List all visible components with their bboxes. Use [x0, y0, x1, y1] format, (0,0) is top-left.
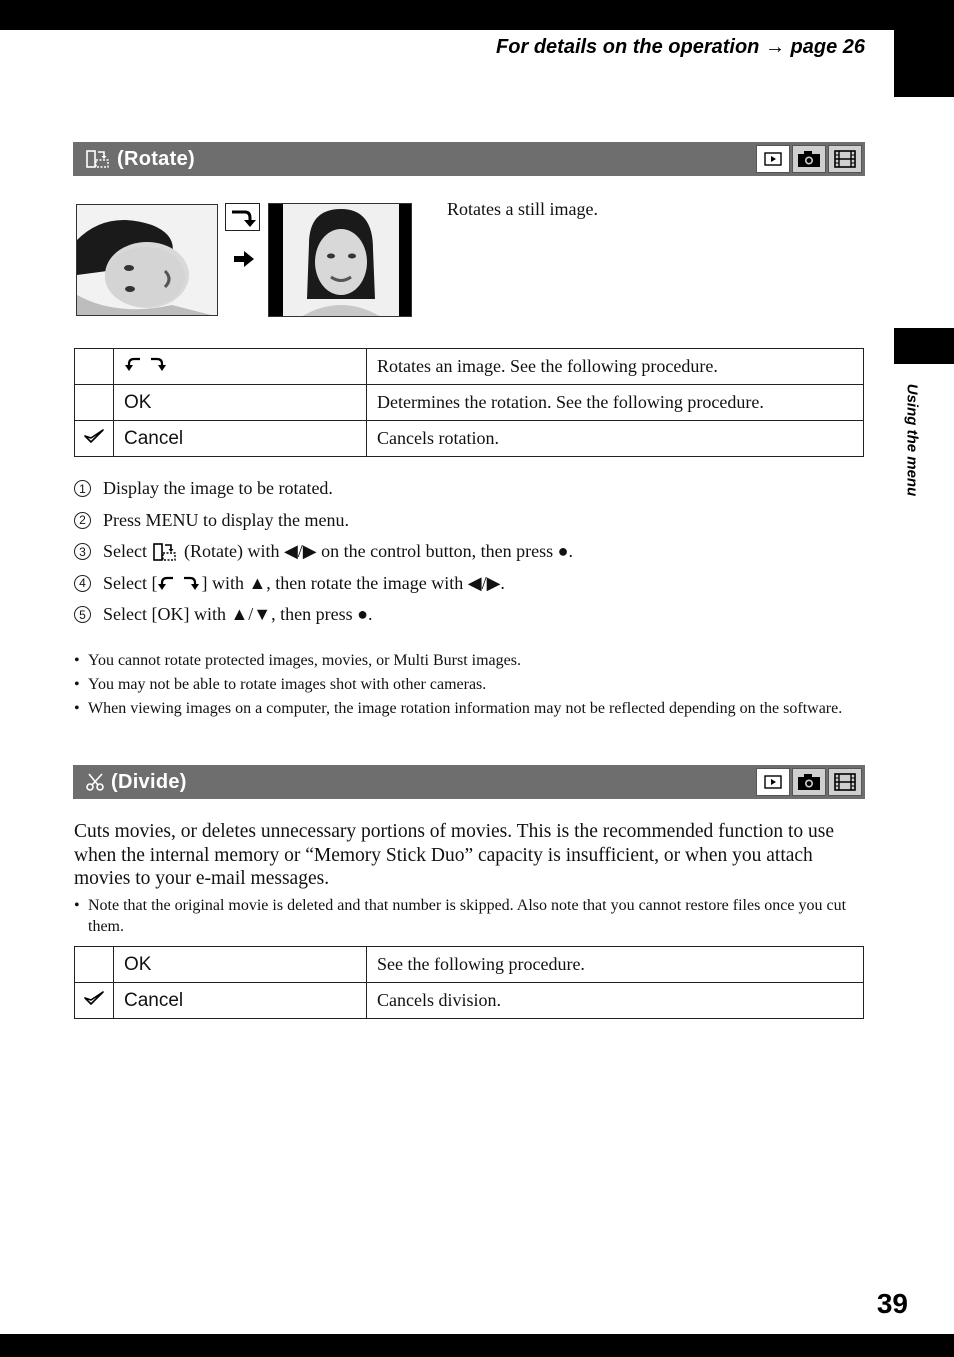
option-desc: Cancels division.	[367, 983, 864, 1019]
top-bar	[0, 0, 954, 30]
step-number: 2	[74, 512, 91, 529]
table-row[interactable]	[75, 349, 864, 385]
table-row[interactable]	[75, 421, 864, 457]
option-desc: Cancels rotation.	[367, 421, 864, 457]
section-edge-tab	[894, 328, 954, 364]
divide-notes	[74, 895, 864, 940]
check-cell	[75, 983, 114, 1019]
bullet: •	[74, 897, 80, 914]
step-number: 5	[74, 606, 91, 623]
note-item	[74, 674, 864, 695]
photo-before-rotation	[76, 204, 218, 316]
rotate-icon	[85, 149, 111, 169]
scissors-icon	[85, 772, 105, 792]
option-name: Cancel	[114, 421, 367, 457]
rotate-section-header	[73, 142, 865, 176]
step-text: Press MENU to display the menu.	[103, 509, 349, 530]
rotate-steps	[74, 473, 864, 631]
movie-mode-icon	[828, 145, 862, 173]
bottom-bar	[0, 1334, 954, 1357]
rotate-clockwise-icon	[225, 203, 260, 231]
step-item	[74, 568, 864, 600]
rotate-mode-icons	[756, 145, 862, 173]
step-text-pre: Select [	[103, 572, 158, 593]
note-text: You cannot rotate protected images, movies, or Multi Burst images.	[88, 652, 521, 669]
option-desc: Rotates an image. See the following procedure.	[367, 349, 864, 385]
camera-mode-icon	[792, 145, 826, 173]
divide-description: Cuts movies, or deletes unnecessary portions of movies. This is the recommended function to use when the internal memory or “Memory Stick Duo” capacity is insufficient, or when you attach movies to your e-mail messages.	[74, 821, 834, 889]
table-row[interactable]	[75, 947, 864, 983]
divide-section-header	[73, 765, 865, 799]
bullet: •	[74, 652, 80, 669]
photo-after-rotation	[268, 203, 412, 317]
note-text: Note that the original movie is deleted and that number is skipped. Also note that you cannot restore files once you cut them.	[88, 897, 847, 935]
note-item	[74, 698, 864, 719]
option-desc: Determines the rotation. See the following procedure.	[367, 385, 864, 421]
check-cell	[75, 385, 114, 421]
side-tab-label: Using the menu	[903, 383, 921, 497]
rotate-arrows-icon	[157, 573, 201, 593]
step-item	[74, 599, 864, 631]
option-name: Cancel	[114, 983, 367, 1019]
step-number: 3	[74, 543, 91, 560]
check-cell	[75, 947, 114, 983]
divide-options-table	[74, 946, 864, 1019]
top-edge-tab	[894, 30, 954, 97]
option-desc: See the following procedure.	[367, 947, 864, 983]
rotate-arrows-icon	[124, 354, 168, 374]
rotate-icon	[152, 542, 178, 562]
camera-mode-icon	[792, 768, 826, 796]
bullet: •	[74, 676, 80, 693]
note-item	[74, 650, 864, 671]
playback-mode-icon	[756, 768, 790, 796]
rotate-options-table	[74, 348, 864, 457]
rotate-title: (Rotate)	[117, 147, 195, 170]
step-item	[74, 473, 864, 505]
divide-mode-icons	[756, 768, 862, 796]
step-number: 4	[74, 575, 91, 592]
note-text: You may not be able to rotate images shot with other cameras.	[88, 676, 487, 693]
option-name: OK	[114, 385, 367, 421]
option-name: OK	[114, 947, 367, 983]
note-item	[74, 895, 864, 937]
movie-mode-icon	[828, 768, 862, 796]
option-name	[114, 349, 367, 385]
table-row[interactable]	[75, 385, 864, 421]
check-cell	[75, 421, 114, 457]
playback-mode-icon	[756, 145, 790, 173]
page-number: 39	[876, 1288, 908, 1319]
rotate-notes	[74, 650, 864, 722]
step-text-pre: Select	[103, 541, 147, 562]
step-text: Display the image to be rotated.	[103, 478, 333, 499]
check-cell	[75, 349, 114, 385]
table-row[interactable]	[75, 983, 864, 1019]
page-reference: For details on the operation → page 26	[496, 36, 865, 58]
rotate-description: Rotates a still image.	[447, 199, 598, 219]
step-text: ] with ▲, then rotate the image with ◀/▶.	[201, 572, 505, 593]
step-item	[74, 505, 864, 537]
step-number: 1	[74, 480, 91, 497]
checkmark-icon	[84, 428, 104, 444]
step-text: (Rotate) with ◀/▶ on the control button, then press ●.	[183, 541, 573, 562]
step-text: Select [OK] with ▲/▼, then press ●.	[103, 604, 373, 625]
bullet: •	[74, 700, 80, 717]
checkmark-icon	[84, 990, 104, 1006]
note-text: When viewing images on a computer, the image rotation information may not be reflected depending on the software.	[88, 700, 843, 717]
arrow-right-icon	[233, 250, 255, 273]
divide-title: (Divide)	[111, 770, 187, 793]
step-item	[74, 536, 864, 568]
